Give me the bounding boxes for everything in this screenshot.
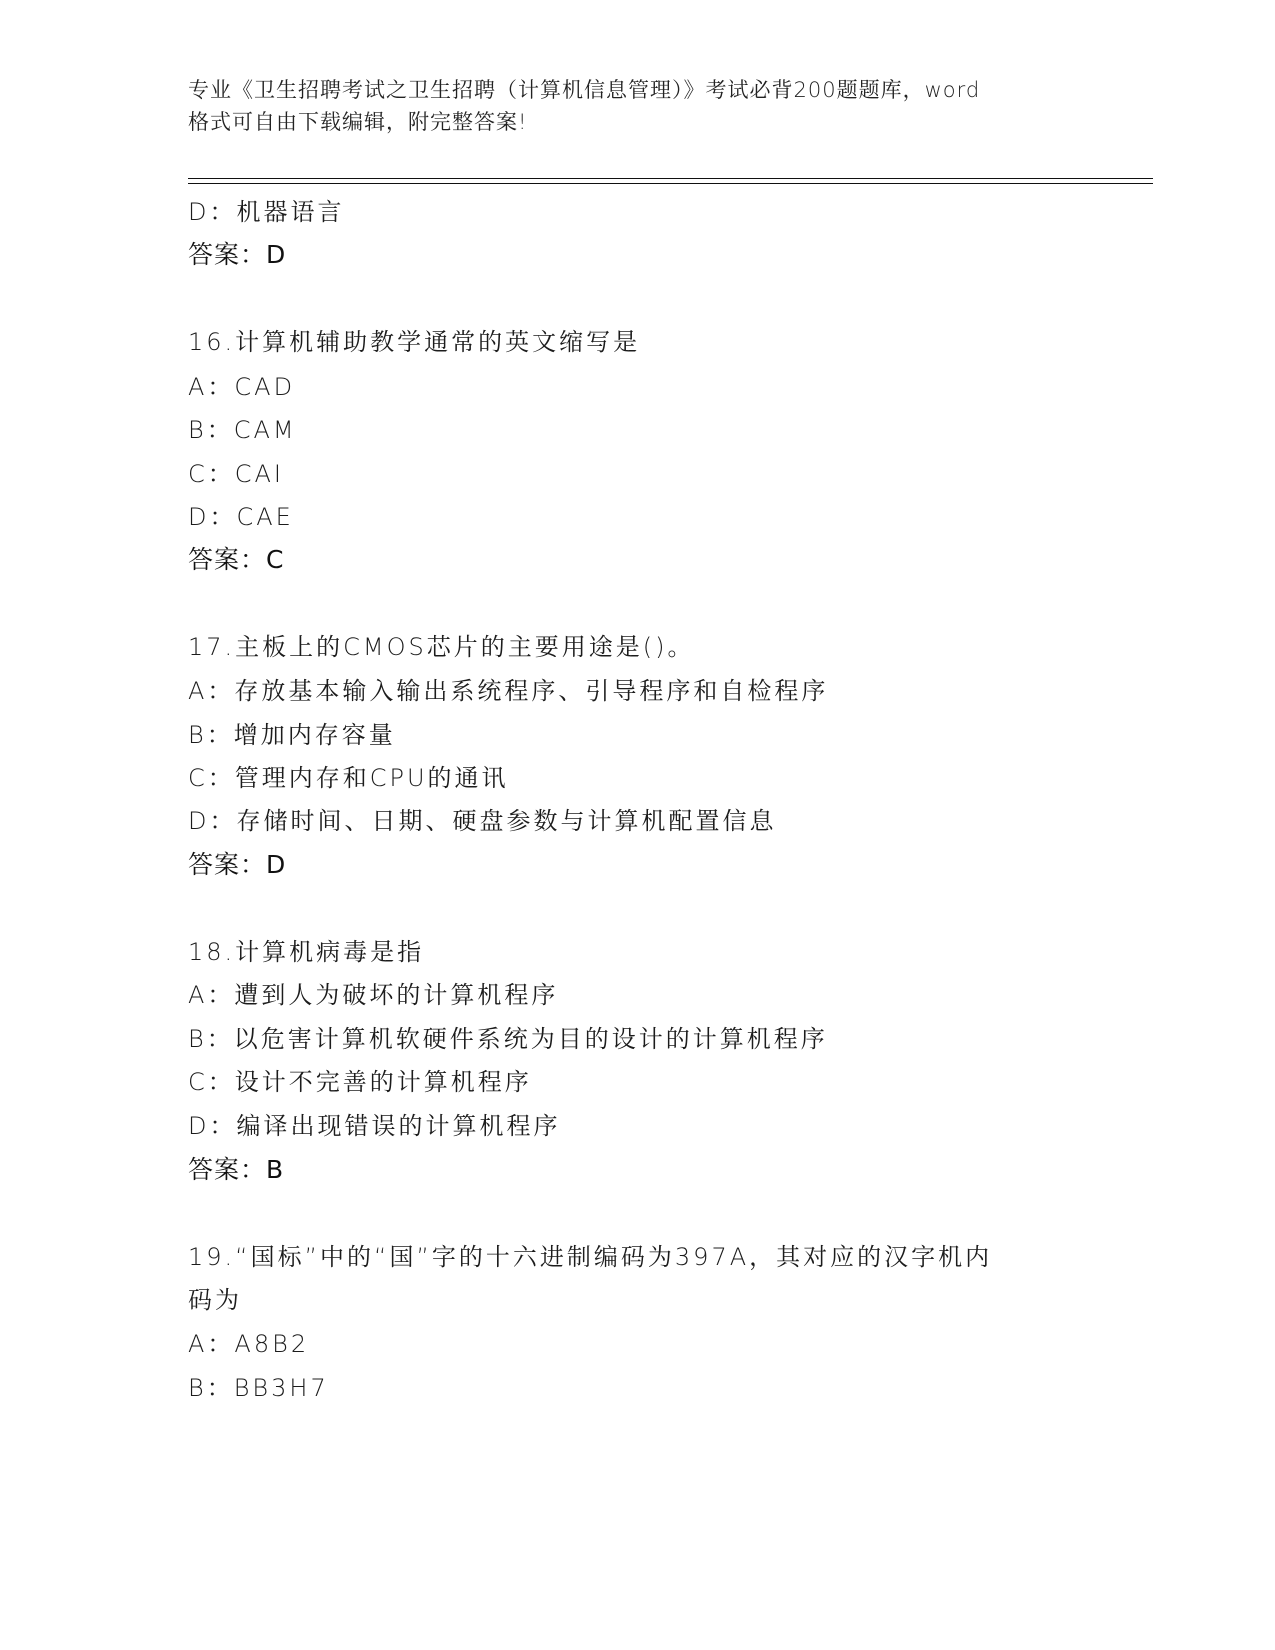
question-16-stem: 16.计算机辅助教学通常的英文缩写是 (188, 328, 641, 356)
question-16-answer: 答案：C (188, 545, 285, 574)
question-18-option-c: C：设计不完善的计算机程序 (188, 1068, 532, 1096)
prev-answer: 答案：D (188, 240, 287, 269)
header-line-2: 格式可自由下载编辑，附完整答案! (188, 110, 528, 134)
question-19-option-a: A：A8B2 (188, 1330, 310, 1358)
header-line-1: 专业《卫生招聘考试之卫生招聘（计算机信息管理）》考试必背200题题库，word (188, 78, 981, 102)
question-17-stem: 17.主板上的CMOS芯片的主要用途是()。 (188, 633, 695, 661)
question-18-answer: 答案：B (188, 1155, 285, 1184)
question-19-stem-line-1: 19.“国标”中的“国”字的十六进制编码为397A，其对应的汉字机内 (188, 1243, 993, 1271)
question-16-option-b: B：CAM (188, 416, 297, 444)
question-16-option-d: D：CAE (188, 503, 294, 531)
header-divider-bottom (188, 183, 1153, 184)
question-16-option-a: A：CAD (188, 373, 296, 401)
prev-option-d: D：机器语言 (188, 198, 345, 226)
question-17-answer: 答案：D (188, 850, 287, 879)
question-18-stem: 18.计算机病毒是指 (188, 938, 425, 966)
question-17-option-d: D：存储时间、日期、硬盘参数与计算机配置信息 (188, 807, 777, 835)
question-17-option-b: B：增加内存容量 (188, 721, 396, 749)
document-header (188, 74, 1088, 138)
question-17-option-c: C：管理内存和CPU的通讯 (188, 764, 509, 792)
question-18-option-d: D：编译出现错误的计算机程序 (188, 1112, 561, 1140)
header-divider-top (188, 178, 1153, 179)
question-18-option-a: A：遭到人为破坏的计算机程序 (188, 981, 559, 1009)
question-19-stem-line-2: 码为 (188, 1286, 242, 1314)
question-19-option-b: B：BB3H7 (188, 1374, 329, 1402)
question-17-option-a: A：存放基本输入输出系统程序、引导程序和自检程序 (188, 677, 829, 705)
question-16-option-c: C：CAI (188, 460, 285, 488)
question-18-option-b: B：以危害计算机软硬件系统为目的设计的计算机程序 (188, 1025, 828, 1053)
